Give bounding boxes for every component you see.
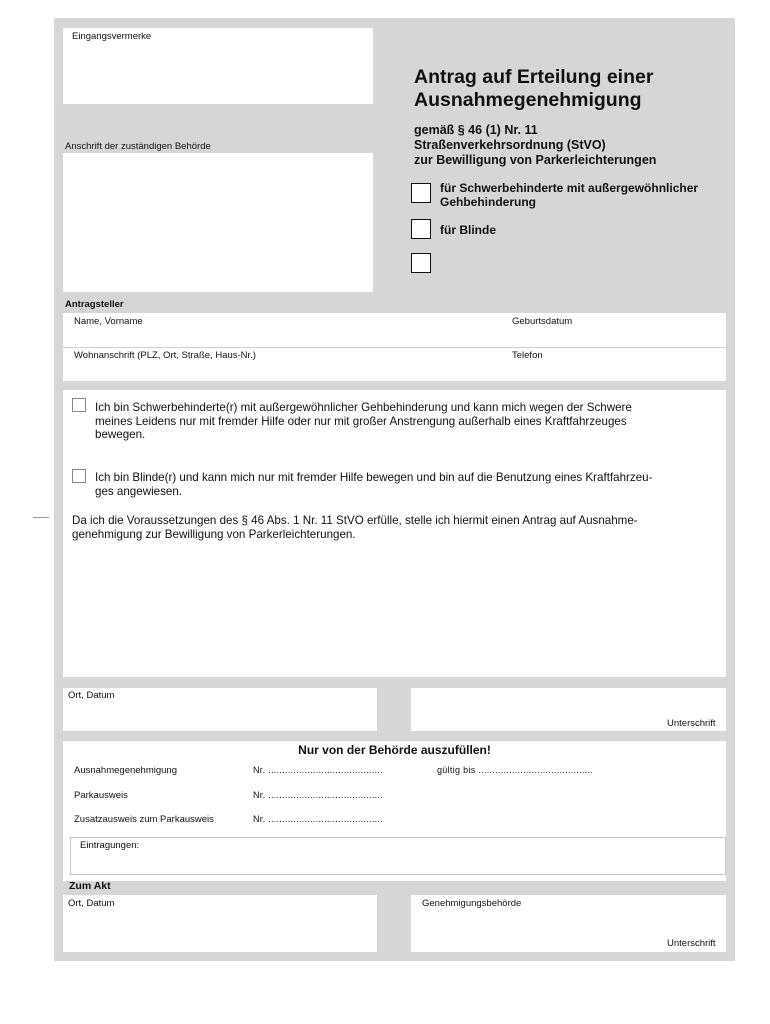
birthdate-field[interactable] bbox=[508, 328, 718, 345]
birthdate-label: Geburtsdatum bbox=[512, 316, 573, 327]
declaration-option-1-line-1: Ich bin Schwerbehinderte(r) mit außergewöhnlicher Gehbehinderung und kann mich wegen der Schwere bbox=[95, 401, 632, 414]
declaration-option-1-line-3: bewegen. bbox=[95, 428, 146, 442]
authority-row-label-3: Zusatzausweis zum Parkausweis bbox=[74, 814, 214, 825]
phone-field[interactable] bbox=[508, 362, 718, 379]
title-line-2: Ausnahmegenehmigung bbox=[414, 89, 642, 111]
applicant-divider bbox=[63, 347, 726, 348]
address-field[interactable] bbox=[70, 362, 500, 379]
checkbox-blinde[interactable] bbox=[411, 219, 431, 239]
declaration-statement-line-1: Da ich die Voraussetzungen des § 46 Abs. 1 Nr. 11 StVO erfülle, stelle ich hiermit einen Antrag auf Ausnahme- bbox=[72, 514, 638, 527]
option-blinde-label: für Blinde bbox=[440, 223, 496, 237]
authority-row-valid-1[interactable]: gültig bis ......................................... bbox=[437, 765, 594, 775]
fold-mark bbox=[33, 517, 49, 518]
zum-akt-label: Zum Akt bbox=[69, 880, 111, 892]
entries-field[interactable] bbox=[70, 837, 726, 875]
declaration-option-1 bbox=[95, 401, 632, 442]
address-label: Wohnanschrift (PLZ, Ort, Straße, Haus-Nr.) bbox=[74, 350, 256, 361]
name-label: Name, Vorname bbox=[74, 316, 143, 327]
signature-label: Unterschrift bbox=[667, 718, 716, 729]
authority-heading: Nur von der Behörde auszufüllen! bbox=[298, 743, 491, 757]
declaration-statement-line-2: genehmigung zur Bewilligung von Parkerleichterungen. bbox=[72, 527, 356, 541]
option-schwerbehinderte-line-1: für Schwerbehinderte mit außergewöhnlicher bbox=[440, 181, 699, 195]
genehmigungsbehoerde-label: Genehmigungsbehörde bbox=[422, 898, 522, 909]
authority-row-label-2: Parkausweis bbox=[74, 790, 128, 801]
eingang-label-text: Eingangsvermerke bbox=[72, 31, 152, 42]
anschrift-label: Anschrift der zuständigen Behörde bbox=[65, 141, 211, 152]
declaration-option-2-line-2: ges angewiesen. bbox=[95, 484, 183, 498]
declaration-statement bbox=[72, 514, 638, 541]
option-schwerbehinderte-line-2: Gehbehinderung bbox=[440, 195, 536, 209]
name-field[interactable] bbox=[70, 328, 500, 345]
checkbox-schwerbehinderte[interactable] bbox=[411, 183, 431, 203]
akt-place-date-label: Ort, Datum bbox=[68, 898, 115, 909]
declaration-option-2 bbox=[95, 471, 652, 498]
section-antragsteller: Antragsteller bbox=[65, 299, 124, 310]
subtitle-line-3: zur Bewilligung von Parkerleichterungen bbox=[414, 153, 657, 167]
authority-row-nr-1[interactable]: Nr. ......................................... bbox=[253, 765, 384, 775]
subtitle-line-1: gemäß § 46 (1) Nr. 11 bbox=[414, 123, 538, 137]
akt-signature-label: Unterschrift bbox=[667, 938, 716, 949]
place-date-label: Ort, Datum bbox=[68, 690, 115, 701]
declaration-option-1-line-2: meines Leidens nur mit fremder Hilfe oder nur mit großer Anstrengung außerhalb eines Kraftfahrzeuges bbox=[95, 414, 627, 428]
checkbox-other[interactable] bbox=[411, 253, 431, 273]
anschrift-field[interactable] bbox=[63, 153, 373, 292]
authority-row-nr-2[interactable]: Nr. ......................................... bbox=[253, 790, 384, 800]
entries-label: Eintragungen: bbox=[80, 840, 140, 851]
checkbox-declaration-blind[interactable] bbox=[72, 469, 86, 483]
checkbox-declaration-schwerbehindert[interactable] bbox=[72, 398, 86, 412]
authority-row-nr-3[interactable]: Nr. ......................................... bbox=[253, 814, 384, 824]
authority-row-label-1: Ausnahmegenehmigung bbox=[74, 765, 177, 776]
declaration-option-2-line-1: Ich bin Blinde(r) und kann mich nur mit fremder Hilfe bewegen und bin auf die Benutzung eines Kraftfahrzeu- bbox=[95, 471, 653, 484]
subtitle-line-2: Straßenverkehrsordnung (StVO) bbox=[414, 138, 606, 152]
title-line-1: Antrag auf Erteilung einer bbox=[414, 66, 654, 88]
phone-label: Telefon bbox=[512, 350, 543, 361]
